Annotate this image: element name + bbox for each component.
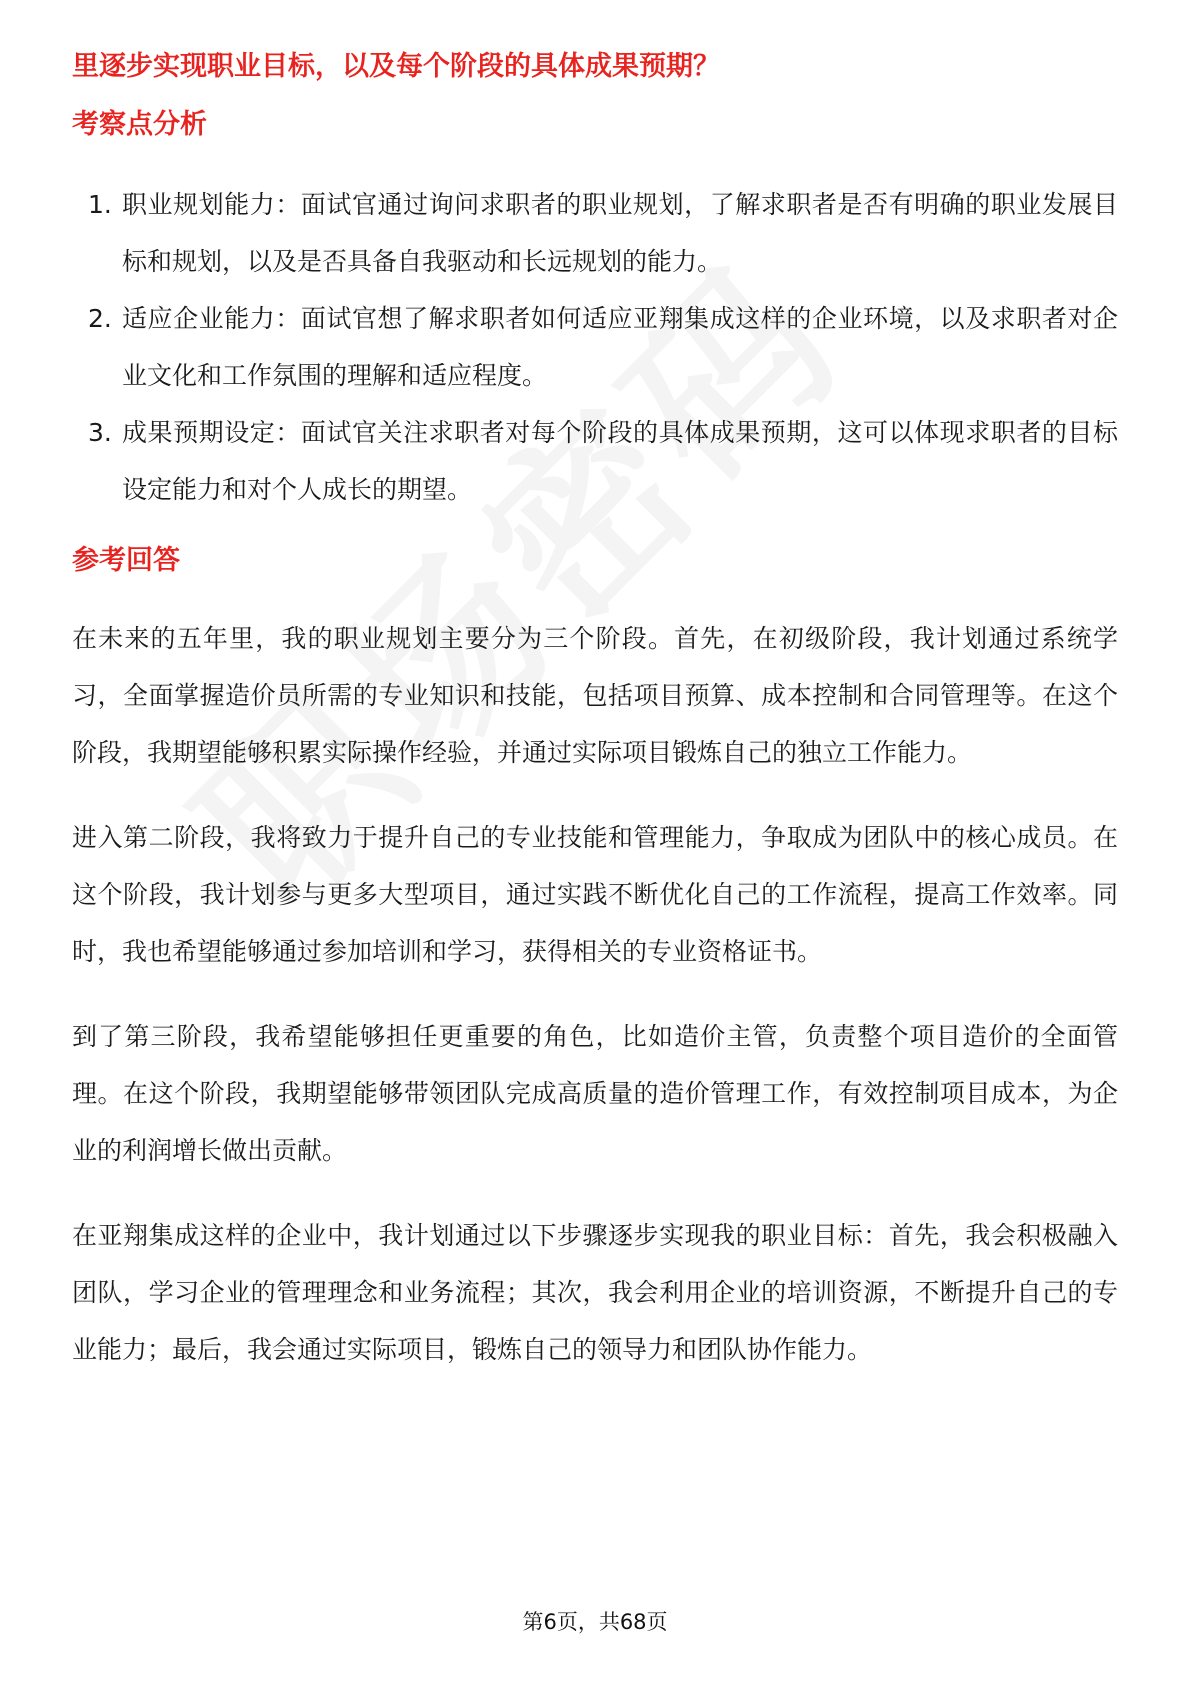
list-number: 1.: [88, 190, 112, 219]
answer-paragraph: 到了第三阶段，我希望能够担任更重要的角色，比如造价主管，负责整个项目造价的全面管理。在这个阶段，我期望能够带领团队完成高质量的造价管理工作，有效控制项目成本，为企业的利润增长做出贡献。: [72, 1022, 1118, 1165]
page-number: 第6页，共68页: [522, 1610, 668, 1634]
list-item: [72, 404, 1118, 518]
answer-paragraph: 在亚翔集成这样的企业中，我计划通过以下步骤逐步实现我的职业目标：首先，我会积极融入团队，学习企业的管理理念和业务流程；其次，我会利用企业的培训资源，不断提升自己的专业能力；最后，我会通过实际项目，锻炼自己的领导力和团队协作能力。: [72, 1221, 1118, 1364]
list-text: 成果预期设定：面试官关注求职者对每个阶段的具体成果预期，这可以体现求职者的目标设定能力和对个人成长的期望。: [122, 418, 1118, 504]
list-text: 适应企业能力：面试官想了解求职者如何适应亚翔集成这样的企业环境，以及求职者对企业文化和工作氛围的理解和适应程度。: [122, 304, 1118, 390]
list-item: [72, 290, 1118, 404]
answer-heading: 参考回答: [72, 545, 180, 576]
analysis-heading: 考察点分析: [72, 109, 207, 140]
answer-paragraph: 进入第二阶段，我将致力于提升自己的专业技能和管理能力，争取成为团队中的核心成员。在这个阶段，我计划参与更多大型项目，通过实践不断优化自己的工作流程，提高工作效率。同时，我也希望能够通过参加培训和学习，获得相关的专业资格证书。: [72, 823, 1118, 966]
list-text: 职业规划能力：面试官通过询问求职者的职业规划，了解求职者是否有明确的职业发展目标和规划，以及是否具备自我驱动和长远规划的能力。: [122, 190, 1118, 276]
list-item: [72, 176, 1118, 290]
list-number: 2.: [88, 304, 112, 333]
analysis-list: [72, 176, 1118, 518]
list-number: 3.: [88, 418, 112, 447]
question-tail: 里逐步实现职业目标，以及每个阶段的具体成果预期？: [72, 51, 720, 82]
answer-paragraph: 在未来的五年里，我的职业规划主要分为三个阶段。首先，在初级阶段，我计划通过系统学习，全面掌握造价员所需的专业知识和技能，包括项目预算、成本控制和合同管理等。在这个阶段，我期望能够积累实际操作经验，并通过实际项目锻炼自己的独立工作能力。: [72, 624, 1118, 767]
page-content: [72, 46, 1118, 1378]
